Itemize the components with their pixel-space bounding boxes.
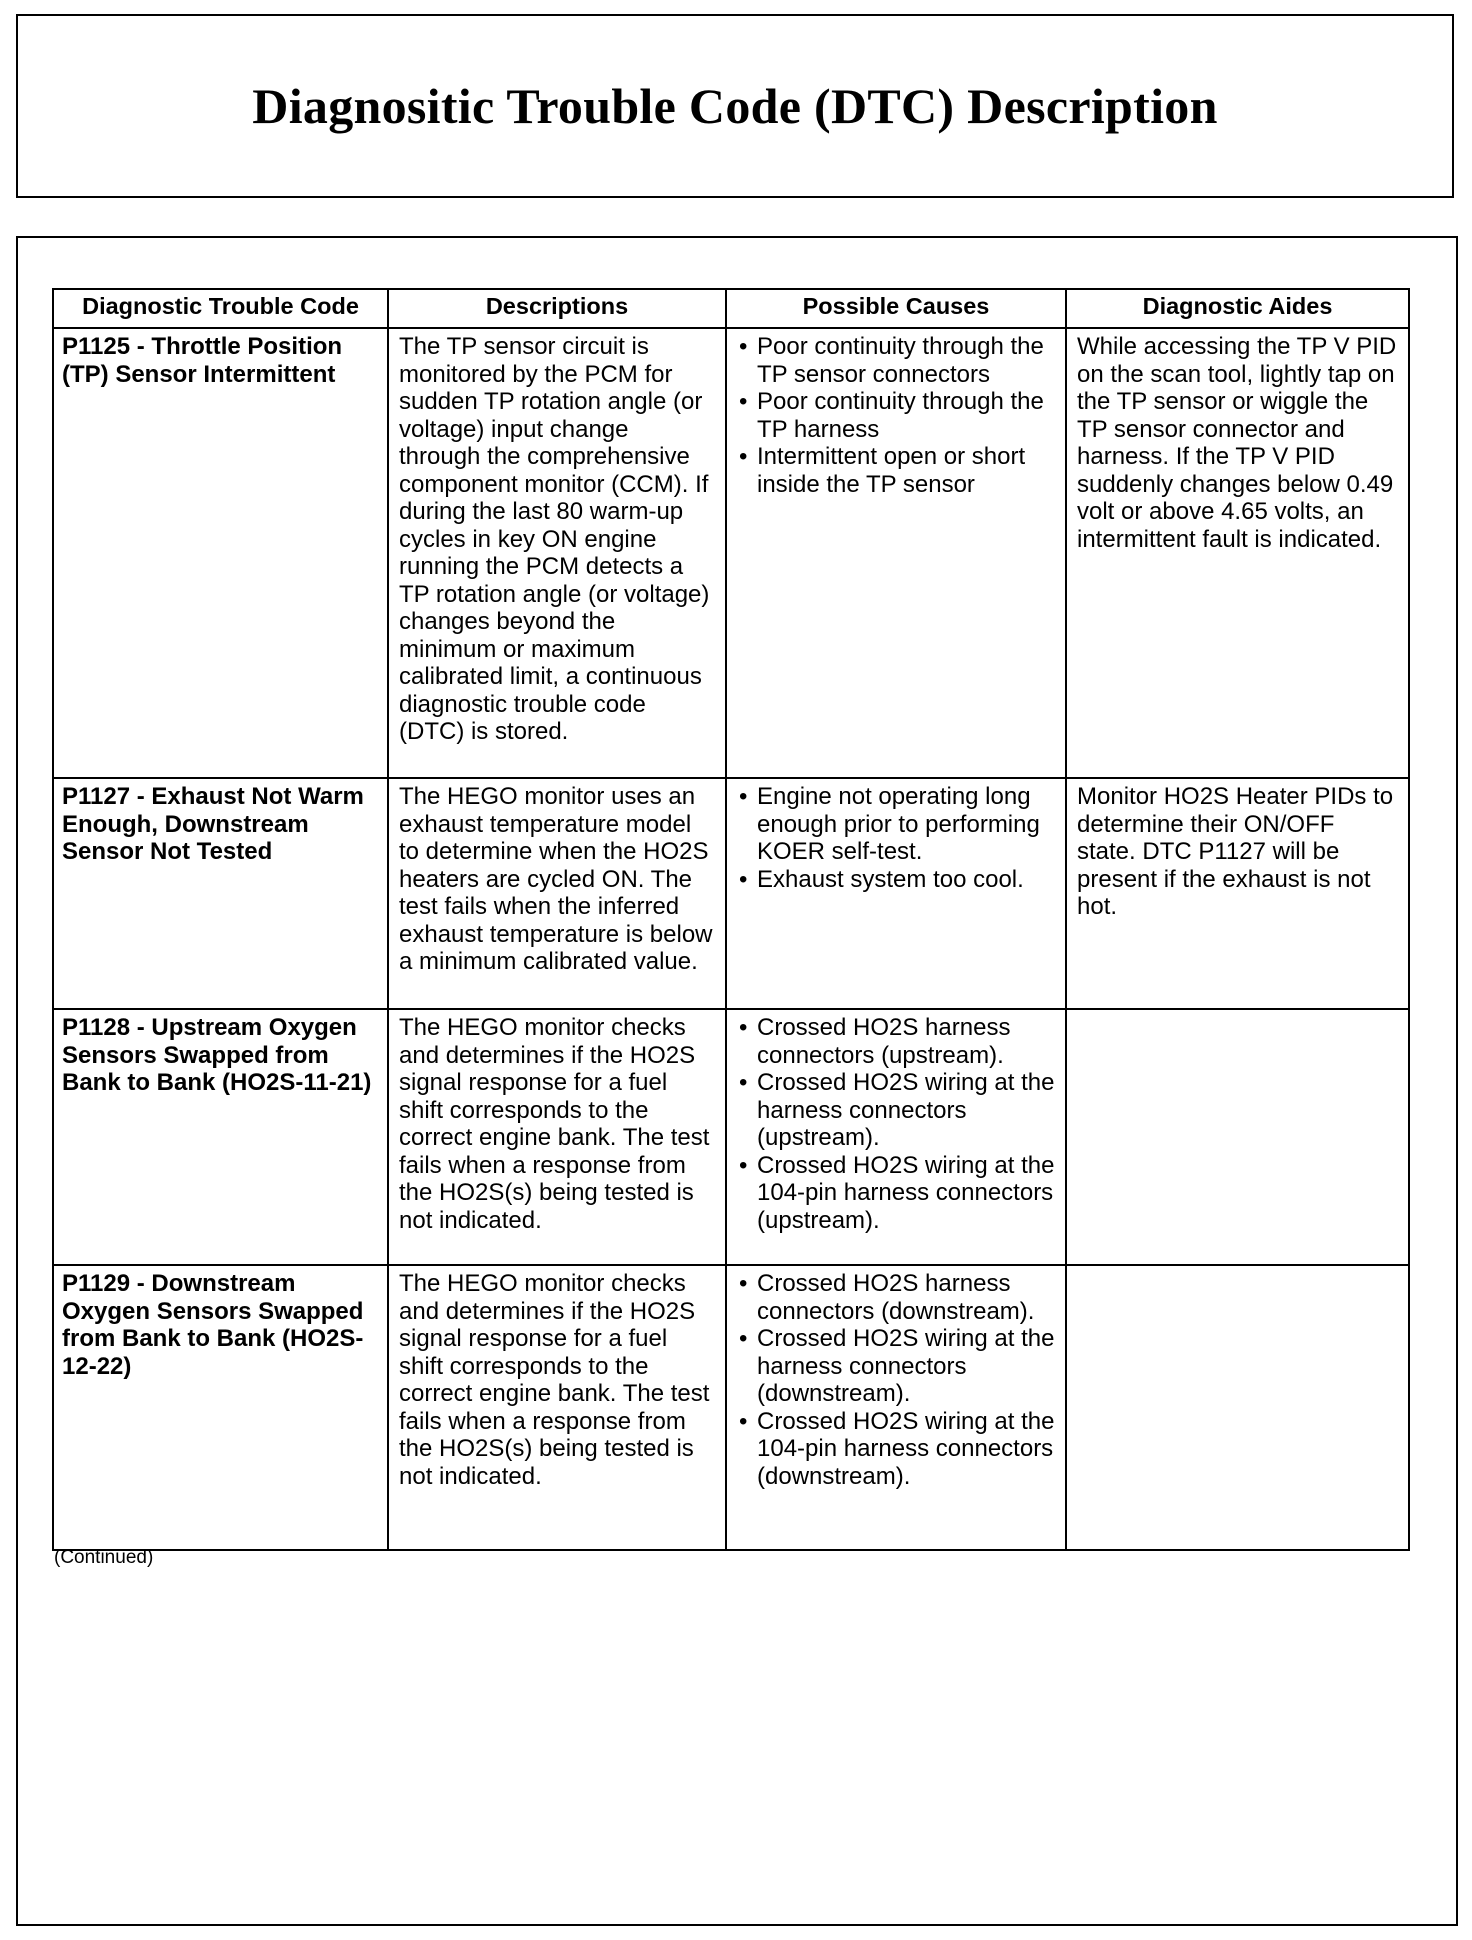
title-box bbox=[16, 14, 1454, 198]
dtc-description: The HEGO monitor checks and determines if the HO2S signal response for a fuel shift corresponds to the correct engine bank. The test fails when a response from the HO2S(s) being tested is not indicated. bbox=[388, 1265, 726, 1550]
dtc-causes bbox=[726, 1265, 1066, 1550]
dtc-aides: Monitor HO2S Heater PIDs to determine their ON/OFF state. DTC P1127 will be present if the exhaust is not hot. bbox=[1066, 778, 1409, 1009]
dtc-table bbox=[52, 288, 1410, 1551]
header-aides: Diagnostic Aides bbox=[1066, 289, 1409, 328]
cause-item: • Poor continuity through the TP harness bbox=[737, 388, 1055, 443]
cause-item: • Crossed HO2S wiring at the 104-pin harness connectors (upstream). bbox=[737, 1152, 1055, 1235]
dtc-causes bbox=[726, 1009, 1066, 1265]
table-row bbox=[53, 778, 1409, 1009]
header-code: Diagnostic Trouble Code bbox=[53, 289, 388, 328]
header-causes: Possible Causes bbox=[726, 289, 1066, 328]
dtc-aides bbox=[1066, 1265, 1409, 1550]
cause-item: • Engine not operating long enough prior to performing KOER self-test. bbox=[737, 783, 1055, 866]
dtc-description: The HEGO monitor checks and determines if the HO2S signal response for a fuel shift corresponds to the correct engine bank. The test fails when a response from the HO2S(s) being tested is not indicated. bbox=[388, 1009, 726, 1265]
dtc-causes bbox=[726, 328, 1066, 778]
table-header-row bbox=[53, 289, 1409, 328]
cause-item: • Crossed HO2S harness connectors (downstream). bbox=[737, 1270, 1055, 1325]
cause-item: • Crossed HO2S wiring at the harness connectors (downstream). bbox=[737, 1325, 1055, 1408]
page-title: Diagnositic Trouble Code (DTC) Description bbox=[252, 78, 1218, 134]
dtc-code: P1129 - Downstream Oxygen Sensors Swapped from Bank to Bank (HO2S-12-22) bbox=[53, 1265, 388, 1550]
table-row bbox=[53, 328, 1409, 778]
content-frame bbox=[16, 236, 1458, 1926]
table-row bbox=[53, 1009, 1409, 1265]
dtc-causes bbox=[726, 778, 1066, 1009]
cause-item: • Crossed HO2S wiring at the 104-pin harness connectors (downstream). bbox=[737, 1408, 1055, 1491]
dtc-aides bbox=[1066, 1009, 1409, 1265]
dtc-description: The TP sensor circuit is monitored by the PCM for sudden TP rotation angle (or voltage) input change through the comprehensive component monitor (CCM). If during the last 80 warm-up cycles in key ON engine running the PCM detects a TP rotation angle (or voltage) changes beyond the minimum or maximum calibrated limit, a continuous diagnostic trouble code (DTC) is stored. bbox=[388, 328, 726, 778]
cause-item: • Intermittent open or short inside the TP sensor bbox=[737, 443, 1055, 498]
cause-item: • Exhaust system too cool. bbox=[737, 866, 1055, 894]
dtc-code: P1128 - Upstream Oxygen Sensors Swapped from Bank to Bank (HO2S-11-21) bbox=[53, 1009, 388, 1265]
cause-item: • Poor continuity through the TP sensor connectors bbox=[737, 333, 1055, 388]
header-description: Descriptions bbox=[388, 289, 726, 328]
dtc-code: P1127 - Exhaust Not Warm Enough, Downstream Sensor Not Tested bbox=[53, 778, 388, 1009]
continued-note: (Continued) bbox=[54, 1547, 154, 1568]
dtc-description: The HEGO monitor uses an exhaust temperature model to determine when the HO2S heaters are cycled ON. The test fails when the inferred exhaust temperature is below a minimum calibrated value. bbox=[388, 778, 726, 1009]
dtc-code: P1125 - Throttle Position (TP) Sensor Intermittent bbox=[53, 328, 388, 778]
table-row bbox=[53, 1265, 1409, 1550]
cause-item: • Crossed HO2S wiring at the harness connectors (upstream). bbox=[737, 1069, 1055, 1152]
cause-item: • Crossed HO2S harness connectors (upstream). bbox=[737, 1014, 1055, 1069]
dtc-aides: While accessing the TP V PID on the scan tool, lightly tap on the TP sensor or wiggle the TP sensor connector and harness. If the TP V PID suddenly changes below 0.49 volt or above 4.65 volts, an intermittent fault is indicated. bbox=[1066, 328, 1409, 778]
